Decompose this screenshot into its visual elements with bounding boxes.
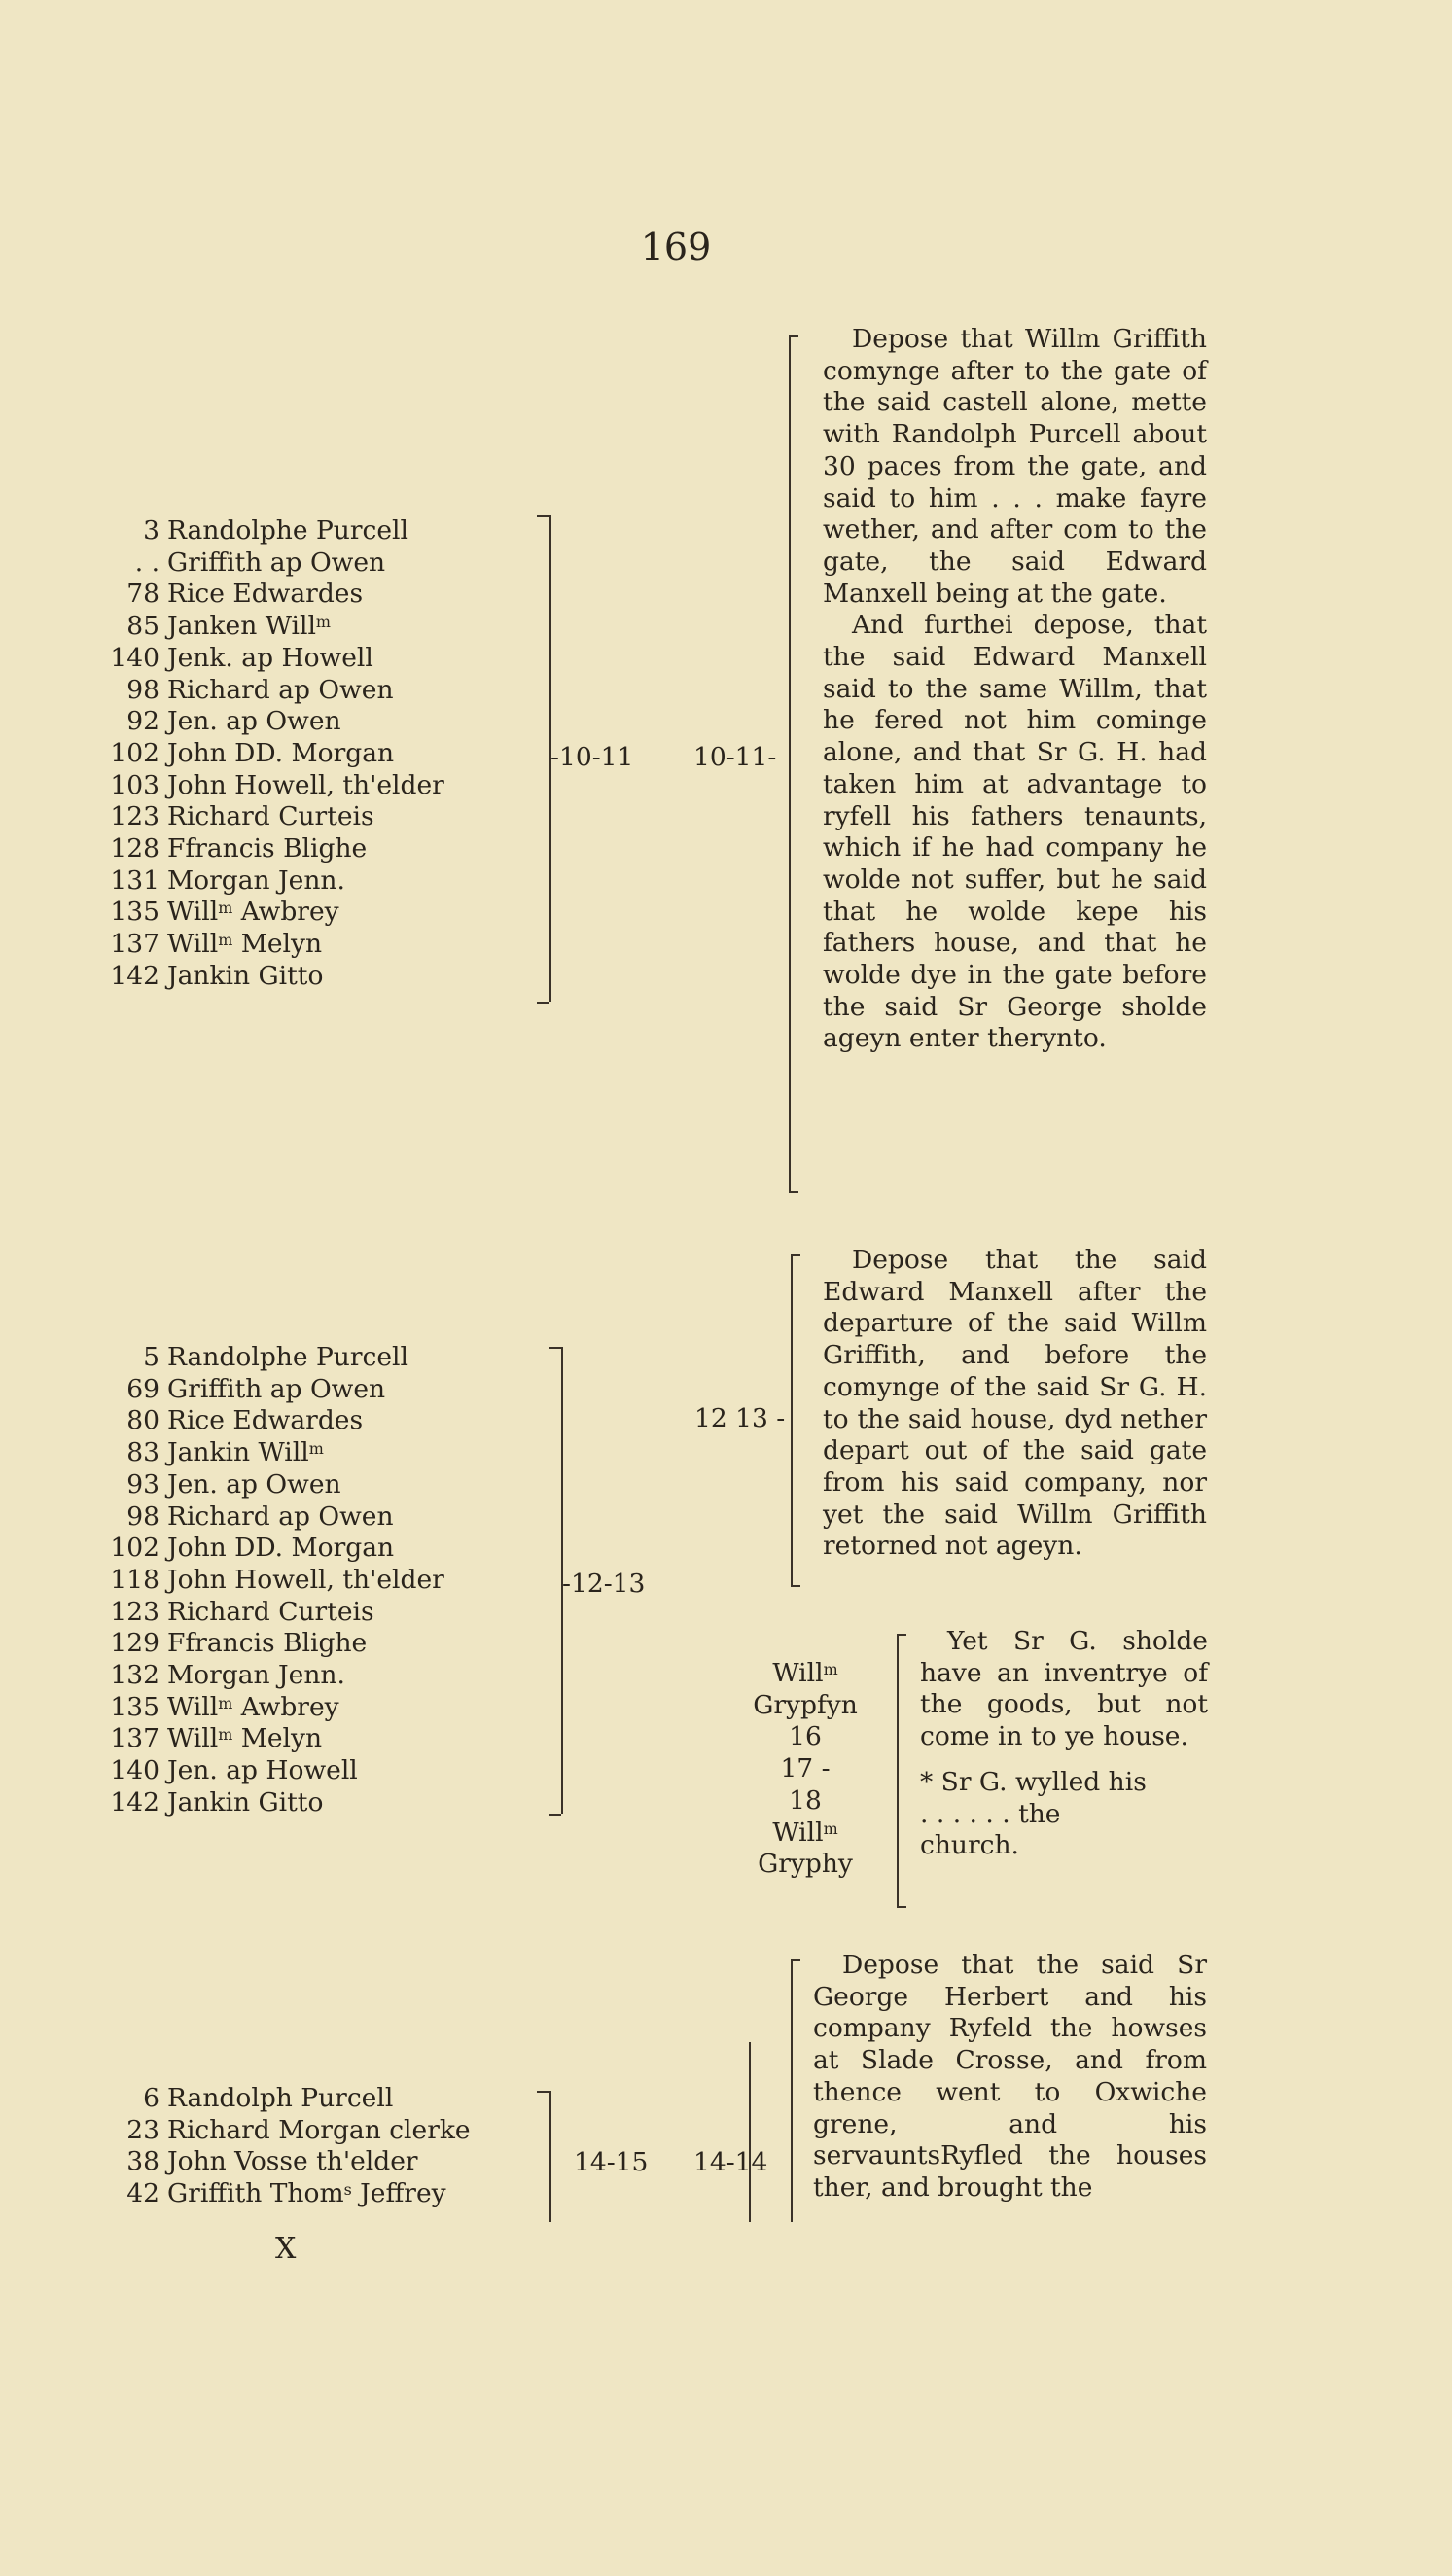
witness-number: 42 bbox=[126, 2178, 159, 2209]
witness-name: Will$^m$ Awbrey bbox=[167, 897, 339, 928]
witness-entry bbox=[97, 1342, 444, 1374]
witness-name: Jankin Gitto bbox=[167, 960, 324, 991]
witness-name: Randolphe Purcell bbox=[167, 1342, 408, 1372]
witness-name: John Howell, th'elder bbox=[167, 1564, 444, 1595]
witness-name: Griffith ap Owen bbox=[167, 1373, 386, 1404]
witness-name: John Vosse th'elder bbox=[167, 2146, 418, 2177]
witness-entry bbox=[97, 579, 444, 611]
witness-list-2 bbox=[97, 1342, 444, 1819]
witness-line-1: Will$^m$ bbox=[772, 1658, 838, 1688]
witness-entry bbox=[97, 515, 444, 547]
witness-line-6: Will$^m$ bbox=[772, 1817, 838, 1848]
witness-number: 123 bbox=[110, 801, 159, 832]
witness-deposition-paragraph-2 bbox=[920, 1767, 1208, 1862]
witness-entry bbox=[97, 865, 444, 898]
witness-entry bbox=[97, 2146, 471, 2178]
witness-list-1 bbox=[97, 515, 444, 993]
witness-entry bbox=[97, 547, 444, 580]
bracket-right-3-top bbox=[537, 2091, 549, 2093]
witness-number: 93 bbox=[126, 1468, 159, 1500]
witness-entry bbox=[97, 675, 444, 707]
witness-name: Richard Morgan clerke bbox=[167, 2114, 471, 2145]
witness-name: Griffith Thom$^s$ Jeffrey bbox=[167, 2178, 446, 2209]
witness-entry bbox=[97, 643, 444, 675]
brace-left-4-top bbox=[791, 1959, 800, 1961]
witness-name: Richard Curteis bbox=[167, 801, 374, 832]
brace-left-3-bottom bbox=[897, 1906, 906, 1908]
witness-deposition bbox=[920, 1626, 1208, 1862]
brace-left-2 bbox=[791, 1254, 793, 1585]
witness-number: 123 bbox=[110, 1596, 159, 1627]
witness-number: 118 bbox=[110, 1564, 159, 1595]
witness-name: Jen. ap Owen bbox=[167, 706, 341, 737]
witness-name: Jankin Will$^m$ bbox=[167, 1437, 324, 1468]
witness-entry bbox=[97, 2083, 471, 2115]
witness-entry bbox=[97, 833, 444, 865]
witness-number: 85 bbox=[126, 611, 159, 642]
witness-number: 137 bbox=[110, 1723, 159, 1754]
bracket-right-3 bbox=[549, 2091, 551, 2222]
page-number: 169 bbox=[640, 226, 712, 268]
witness-name: Randolph Purcell bbox=[167, 2083, 394, 2113]
witness-name: Jen. ap Owen bbox=[167, 1468, 341, 1500]
divider-group-3 bbox=[749, 2042, 751, 2222]
witness-number: 80 bbox=[126, 1405, 159, 1436]
ref-right-2: 12 13 - bbox=[694, 1403, 786, 1433]
witness-entry bbox=[97, 929, 444, 961]
witness-number: 135 bbox=[110, 897, 159, 928]
witness-name: Will$^m$ Melyn bbox=[167, 929, 323, 960]
witness-name: Morgan Jenn. bbox=[167, 1660, 345, 1691]
witness-number: 98 bbox=[126, 674, 159, 705]
ref-right-3: 14-14 bbox=[693, 2147, 768, 2177]
deposition-3 bbox=[813, 1950, 1207, 2205]
witness-name: Griffith ap Owen bbox=[167, 547, 386, 578]
witness-number: 102 bbox=[110, 737, 159, 768]
witness-number: 78 bbox=[126, 579, 159, 610]
footer-mark: X bbox=[275, 2232, 297, 2266]
witness-list-3 bbox=[97, 2083, 471, 2210]
witness-entry bbox=[97, 1723, 444, 1755]
witness-number: 137 bbox=[110, 929, 159, 960]
witness-number: 131 bbox=[110, 865, 159, 896]
witness-entry bbox=[97, 611, 444, 643]
witness-entry bbox=[97, 1374, 444, 1406]
witness-number: 38 bbox=[126, 2146, 159, 2177]
witness-number: 102 bbox=[110, 1533, 159, 1564]
brace-left-3-top bbox=[897, 1634, 906, 1636]
witness-entry bbox=[97, 1437, 444, 1469]
witness-entry bbox=[97, 801, 444, 833]
witness-entry bbox=[97, 1692, 444, 1724]
witness-number: 140 bbox=[110, 642, 159, 673]
witness-number: 6 bbox=[143, 2083, 159, 2113]
witness-name: Ffrancis Blighe bbox=[167, 833, 368, 865]
deposition-2-paragraph: Depose that the said Edward Manxell after the departure of the said Willm Griffith, and before the comynge of the said Sr G. H. to the said house, dyd nether depart out of the said gate from his said company, nor yet the said Willm Griffith retorned not ageyn. bbox=[823, 1245, 1207, 1562]
witness-note-dots: . . . . . . the bbox=[920, 1798, 1061, 1829]
witness-entry bbox=[97, 1660, 444, 1692]
witness-number: 142 bbox=[110, 960, 159, 991]
witness-name: Jen. ap Howell bbox=[167, 1755, 358, 1786]
witness-name: John DD. Morgan bbox=[167, 737, 395, 768]
deposition-2 bbox=[823, 1245, 1207, 1563]
witness-name: Rice Edwardes bbox=[167, 579, 364, 610]
witness-name: Jankin Gitto bbox=[167, 1786, 324, 1817]
deposition-1-paragraph-2: And furthei depose, that the said Edward Manxell said to the same Willm, that he fered not him cominge alone, and that Sr G. H. had taken him at advantage to ryfell his fathers tenaunts, which if he had company he wolde not suffer, but he said that he wolde kepe his fathers house, and that he wolde dye in the gate before the said Sr George sholde ageyn enter therynto. bbox=[823, 610, 1207, 1054]
deposition-3-paragraph: Depose that the said Sr George Herbert and his company Ryfeld the howses at Slade Crosse, and from thence went to Oxwiche grene, and his servauntsRyfled the houses ther, and brought the bbox=[813, 1950, 1207, 2203]
bracket-right-2-top bbox=[549, 1347, 561, 1349]
witness-name: Jenk. ap Howell bbox=[167, 642, 373, 673]
brace-left-1 bbox=[789, 335, 791, 1191]
ref-left-3: 14-15 bbox=[574, 2147, 649, 2177]
witness-entry bbox=[97, 1787, 444, 1819]
witness-entry bbox=[97, 897, 444, 929]
witness-line-2: Grypfyn bbox=[753, 1689, 858, 1720]
brace-left-1-bottom bbox=[789, 1191, 798, 1193]
witness-number: 98 bbox=[126, 1500, 159, 1532]
witness-entry bbox=[97, 1469, 444, 1501]
witness-entry bbox=[97, 770, 444, 802]
deposition-1-paragraph-1: Depose that Willm Griffith comynge after to the gate of the said castell alone, mette with Randolph Purcell about 30 paces from the gate, and said to him . . . make fayre wether, and after com to the gate, the said Edward Manxell being at the gate. bbox=[823, 324, 1207, 609]
witness-line-7: Gryphy bbox=[758, 1849, 853, 1880]
ref-left-1: -10-11 bbox=[550, 742, 634, 772]
witness-number: . . bbox=[134, 547, 159, 578]
witness-name: Randolphe Purcell bbox=[167, 515, 408, 546]
witness-number: 83 bbox=[126, 1437, 159, 1468]
witness-entry bbox=[97, 1628, 444, 1660]
witness-name: Ffrancis Blighe bbox=[167, 1628, 368, 1659]
ref-right-1: 10-11- bbox=[693, 742, 777, 772]
witness-line-3: 16 bbox=[789, 1721, 822, 1752]
witness-name: Will$^m$ Awbrey bbox=[167, 1691, 339, 1722]
witness-entry bbox=[97, 1565, 444, 1597]
witness-name: John Howell, th'elder bbox=[167, 769, 444, 800]
brace-left-2-bottom bbox=[791, 1585, 800, 1587]
witness-number: 103 bbox=[110, 769, 159, 800]
brace-left-3 bbox=[897, 1634, 899, 1906]
ref-left-2: -12-13 bbox=[562, 1569, 646, 1599]
witness-entry bbox=[97, 1501, 444, 1534]
witness-entry bbox=[97, 1755, 444, 1787]
brace-left-2-top bbox=[791, 1254, 800, 1256]
witness-entry bbox=[97, 1405, 444, 1437]
witness-number: 5 bbox=[143, 1342, 159, 1372]
witness-name: Rice Edwardes bbox=[167, 1405, 364, 1436]
witness-name: Richard ap Owen bbox=[167, 1500, 394, 1532]
witness-name-block bbox=[737, 1658, 873, 1881]
witness-deposition-paragraph-1: Yet Sr G. sholde have an inventrye of the goods, but not come in to ye house. bbox=[920, 1626, 1208, 1752]
witness-number: 23 bbox=[126, 2114, 159, 2145]
brace-left-4 bbox=[791, 1959, 793, 2222]
witness-number: 69 bbox=[126, 1373, 159, 1404]
witness-name: Will$^m$ Melyn bbox=[167, 1723, 323, 1754]
witness-entry bbox=[97, 706, 444, 738]
witness-name: Richard ap Owen bbox=[167, 674, 394, 705]
witness-note-star: * Sr G. wylled his bbox=[920, 1766, 1147, 1797]
witness-entry bbox=[97, 961, 444, 993]
witness-note-end: church. bbox=[920, 1830, 1019, 1861]
witness-name: Richard Curteis bbox=[167, 1596, 374, 1627]
witness-entry bbox=[97, 2115, 471, 2147]
witness-name: Morgan Jenn. bbox=[167, 865, 345, 896]
bracket-right-1-top bbox=[537, 515, 549, 517]
brace-left-1-top bbox=[789, 335, 798, 337]
witness-entry bbox=[97, 2178, 471, 2210]
bracket-right-1-bottom bbox=[537, 1002, 549, 1004]
witness-entry bbox=[97, 738, 444, 770]
witness-number: 142 bbox=[110, 1786, 159, 1817]
witness-number: 140 bbox=[110, 1755, 159, 1786]
witness-number: 129 bbox=[110, 1628, 159, 1659]
bracket-right-2-bottom bbox=[549, 1814, 561, 1816]
witness-entry bbox=[97, 1533, 444, 1565]
witness-number: 3 bbox=[143, 515, 159, 546]
witness-number: 135 bbox=[110, 1691, 159, 1722]
witness-number: 132 bbox=[110, 1660, 159, 1691]
witness-entry bbox=[97, 1597, 444, 1629]
witness-line-4: 17 - bbox=[780, 1753, 831, 1784]
witness-line-5: 18 bbox=[789, 1784, 822, 1816]
witness-number: 92 bbox=[126, 706, 159, 737]
deposition-1 bbox=[823, 324, 1207, 1055]
witness-name: Janken Will$^m$ bbox=[167, 611, 331, 642]
witness-name: John DD. Morgan bbox=[167, 1533, 395, 1564]
witness-number: 128 bbox=[110, 833, 159, 865]
